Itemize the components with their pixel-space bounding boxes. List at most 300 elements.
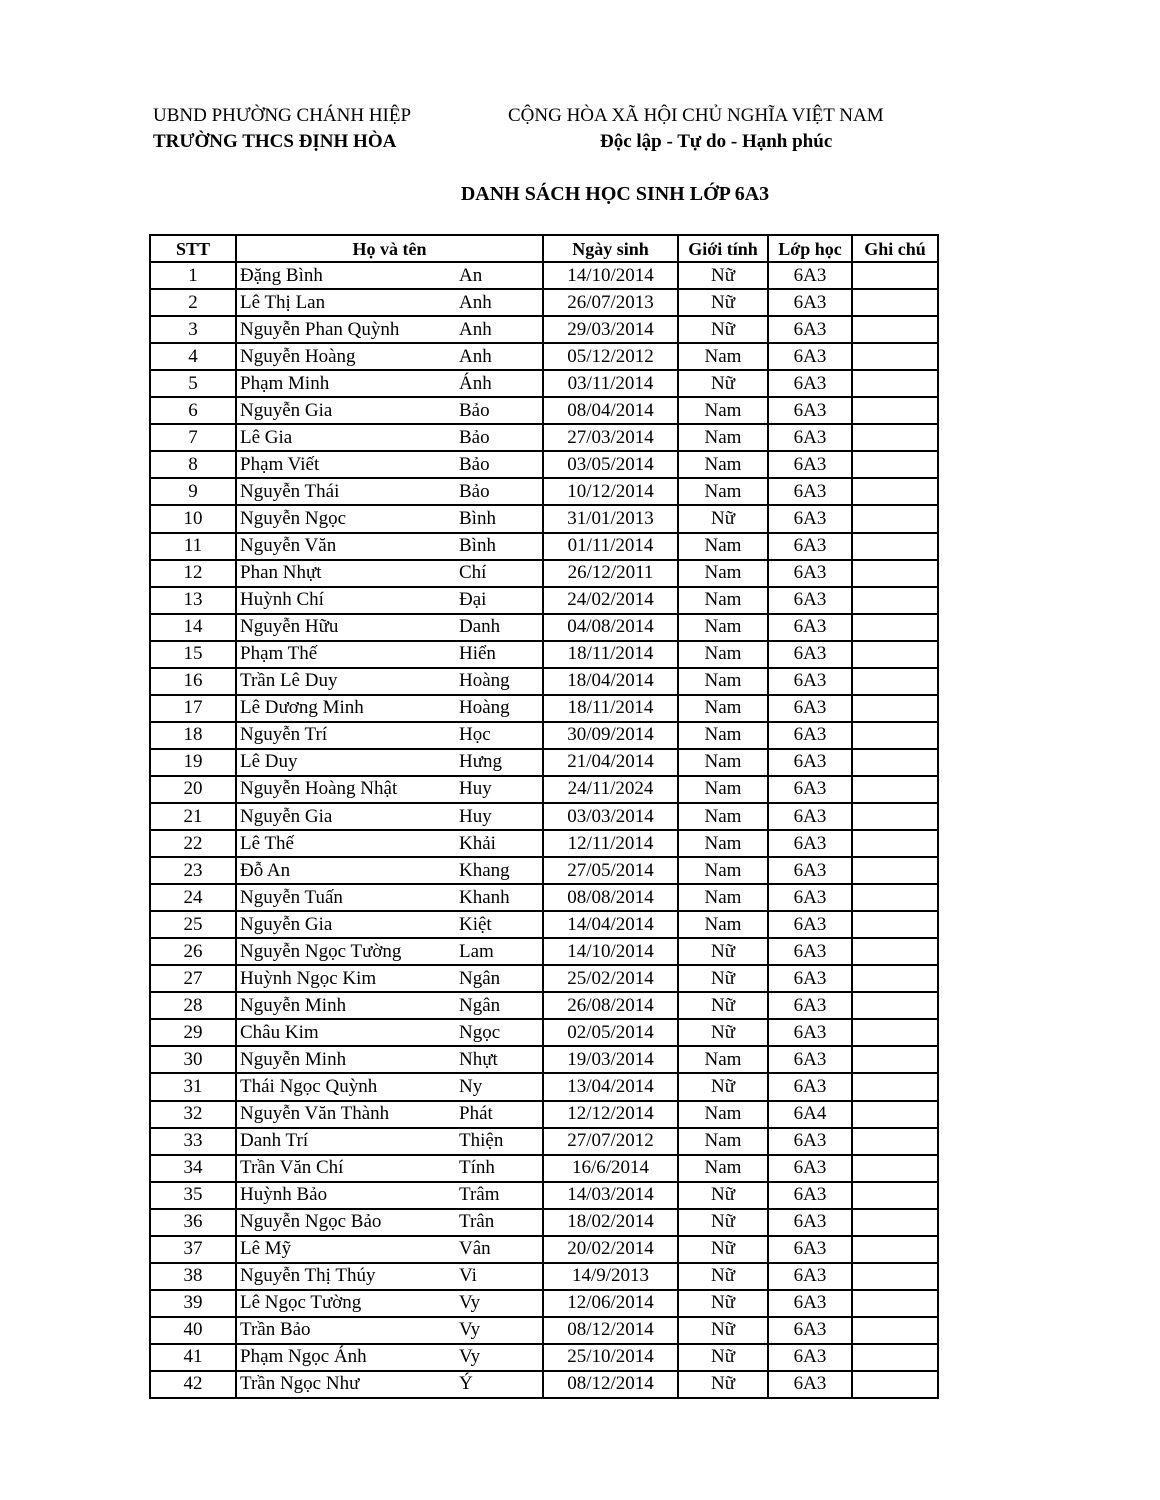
cell-dob: 10/12/2014 [543, 478, 678, 505]
cell-gender: Nữ [678, 370, 768, 397]
table-row [150, 695, 938, 722]
table-row [150, 1344, 938, 1371]
cell-dob: 21/04/2014 [543, 749, 678, 776]
table-row [150, 424, 938, 451]
school-name: TRƯỜNG THCS ĐỊNH HÒA [153, 131, 397, 152]
cell-class: 6A3 [768, 289, 852, 316]
cell-class: 6A3 [768, 857, 852, 884]
cell-note [852, 343, 938, 370]
cell-dob: 31/01/2013 [543, 505, 678, 532]
cell-dob: 13/04/2014 [543, 1073, 678, 1100]
cell-dob: 14/9/2013 [543, 1263, 678, 1290]
cell-note [852, 803, 938, 830]
table-row [150, 1317, 938, 1344]
cell-note [852, 1236, 938, 1263]
cell-last-middle-name: Nguyễn Gia [236, 911, 457, 938]
cell-stt: 37 [150, 1236, 236, 1263]
cell-first-name: Tính [457, 1155, 543, 1182]
cell-stt: 8 [150, 451, 236, 478]
student-table [149, 234, 939, 1399]
cell-dob: 24/02/2014 [543, 587, 678, 614]
cell-class: 6A3 [768, 695, 852, 722]
cell-gender: Nam [678, 343, 768, 370]
cell-stt: 27 [150, 965, 236, 992]
cell-first-name: Nhựt [457, 1046, 543, 1073]
cell-note [852, 911, 938, 938]
cell-dob: 12/12/2014 [543, 1101, 678, 1128]
cell-note [852, 1344, 938, 1371]
cell-first-name: Ny [457, 1073, 543, 1100]
cell-class: 6A3 [768, 1155, 852, 1182]
cell-first-name: Đại [457, 587, 543, 614]
cell-class: 6A3 [768, 1019, 852, 1046]
cell-gender: Nữ [678, 1019, 768, 1046]
cell-dob: 27/07/2012 [543, 1128, 678, 1155]
cell-note [852, 424, 938, 451]
cell-first-name: Vân [457, 1236, 543, 1263]
cell-class: 6A3 [768, 397, 852, 424]
cell-stt: 15 [150, 641, 236, 668]
cell-class: 6A3 [768, 343, 852, 370]
cell-last-middle-name: Nguyễn Trí [236, 722, 457, 749]
cell-class: 6A3 [768, 641, 852, 668]
cell-note [852, 1155, 938, 1182]
cell-dob: 08/08/2014 [543, 884, 678, 911]
cell-first-name: Khang [457, 857, 543, 884]
table-row [150, 289, 938, 316]
cell-class: 6A3 [768, 1073, 852, 1100]
table-row [150, 776, 938, 803]
cell-last-middle-name: Nguyễn Phan Quỳnh [236, 316, 457, 343]
table-row [150, 884, 938, 911]
cell-first-name: Anh [457, 343, 543, 370]
cell-gender: Nữ [678, 1371, 768, 1398]
cell-note [852, 857, 938, 884]
cell-note [852, 938, 938, 965]
cell-note [852, 1073, 938, 1100]
cell-note [852, 641, 938, 668]
cell-stt: 3 [150, 316, 236, 343]
cell-last-middle-name: Phạm Minh [236, 370, 457, 397]
cell-note [852, 1317, 938, 1344]
cell-first-name: Bảo [457, 397, 543, 424]
table-row [150, 478, 938, 505]
table-row [150, 1236, 938, 1263]
cell-class: 6A3 [768, 560, 852, 587]
cell-stt: 36 [150, 1209, 236, 1236]
cell-class: 6A3 [768, 938, 852, 965]
table-row [150, 316, 938, 343]
cell-stt: 42 [150, 1371, 236, 1398]
cell-stt: 39 [150, 1290, 236, 1317]
cell-note [852, 1019, 938, 1046]
table-row [150, 560, 938, 587]
cell-first-name: Trâm [457, 1182, 543, 1209]
cell-note [852, 965, 938, 992]
cell-last-middle-name: Châu Kim [236, 1019, 457, 1046]
table-row [150, 1019, 938, 1046]
cell-class: 6A3 [768, 749, 852, 776]
cell-first-name: Bảo [457, 478, 543, 505]
cell-class: 6A3 [768, 587, 852, 614]
cell-last-middle-name: Đặng Bình [236, 262, 457, 289]
cell-class: 6A3 [768, 1371, 852, 1398]
table-row [150, 1155, 938, 1182]
cell-first-name: Anh [457, 316, 543, 343]
cell-gender: Nam [678, 695, 768, 722]
cell-gender: Nam [678, 911, 768, 938]
cell-first-name: Huy [457, 803, 543, 830]
cell-last-middle-name: Nguyễn Hoàng [236, 343, 457, 370]
cell-gender: Nam [678, 614, 768, 641]
cell-class: 6A3 [768, 1182, 852, 1209]
cell-first-name: Kiệt [457, 911, 543, 938]
cell-gender: Nam [678, 722, 768, 749]
cell-gender: Nam [678, 478, 768, 505]
cell-last-middle-name: Phạm Ngọc Ánh [236, 1344, 457, 1371]
cell-gender: Nam [678, 587, 768, 614]
cell-gender: Nữ [678, 1344, 768, 1371]
table-row [150, 1209, 938, 1236]
cell-stt: 38 [150, 1263, 236, 1290]
cell-dob: 26/07/2013 [543, 289, 678, 316]
table-row [150, 938, 938, 965]
cell-gender: Nữ [678, 1073, 768, 1100]
table-row [150, 614, 938, 641]
cell-stt: 30 [150, 1046, 236, 1073]
cell-dob: 12/06/2014 [543, 1290, 678, 1317]
table-row [150, 992, 938, 1019]
table-row [150, 803, 938, 830]
cell-first-name: Hưng [457, 749, 543, 776]
cell-first-name: Khanh [457, 884, 543, 911]
cell-first-name: Bình [457, 505, 543, 532]
cell-gender: Nam [678, 1155, 768, 1182]
cell-class: 6A3 [768, 776, 852, 803]
cell-class: 6A3 [768, 1236, 852, 1263]
cell-note [852, 1371, 938, 1398]
cell-note [852, 749, 938, 776]
cell-dob: 03/11/2014 [543, 370, 678, 397]
cell-class: 6A3 [768, 424, 852, 451]
cell-dob: 24/11/2024 [543, 776, 678, 803]
cell-note [852, 1263, 938, 1290]
cell-stt: 28 [150, 992, 236, 1019]
cell-note [852, 397, 938, 424]
cell-last-middle-name: Lê Mỹ [236, 1236, 457, 1263]
cell-gender: Nam [678, 857, 768, 884]
cell-note [852, 1209, 938, 1236]
cell-class: 6A3 [768, 1046, 852, 1073]
cell-class: 6A3 [768, 505, 852, 532]
cell-stt: 19 [150, 749, 236, 776]
cell-last-middle-name: Lê Dương Minh [236, 695, 457, 722]
table-row [150, 965, 938, 992]
cell-stt: 35 [150, 1182, 236, 1209]
cell-dob: 14/10/2014 [543, 262, 678, 289]
cell-first-name: Ngọc [457, 1019, 543, 1046]
cell-note [852, 884, 938, 911]
table-row [150, 533, 938, 560]
cell-dob: 18/02/2014 [543, 1209, 678, 1236]
cell-stt: 23 [150, 857, 236, 884]
cell-last-middle-name: Nguyễn Thị Thúy [236, 1263, 457, 1290]
cell-dob: 27/03/2014 [543, 424, 678, 451]
cell-dob: 03/03/2014 [543, 803, 678, 830]
table-row [150, 830, 938, 857]
table-row [150, 668, 938, 695]
table-row [150, 722, 938, 749]
table-row [150, 1371, 938, 1398]
cell-dob: 01/11/2014 [543, 533, 678, 560]
cell-dob: 18/11/2014 [543, 641, 678, 668]
cell-gender: Nam [678, 668, 768, 695]
cell-stt: 6 [150, 397, 236, 424]
cell-stt: 7 [150, 424, 236, 451]
col-header-stt: STT [150, 235, 236, 262]
cell-dob: 25/10/2014 [543, 1344, 678, 1371]
cell-gender: Nam [678, 1128, 768, 1155]
cell-last-middle-name: Nguyễn Gia [236, 803, 457, 830]
cell-note [852, 1128, 938, 1155]
cell-last-middle-name: Phan Nhựt [236, 560, 457, 587]
table-row [150, 1128, 938, 1155]
cell-dob: 30/09/2014 [543, 722, 678, 749]
cell-stt: 1 [150, 262, 236, 289]
cell-gender: Nữ [678, 316, 768, 343]
table-row [150, 1073, 938, 1100]
col-header-dob: Ngày sinh [543, 235, 678, 262]
cell-note [852, 1046, 938, 1073]
cell-dob: 14/10/2014 [543, 938, 678, 965]
cell-note [852, 614, 938, 641]
cell-last-middle-name: Nguyễn Hữu [236, 614, 457, 641]
cell-class: 6A3 [768, 1263, 852, 1290]
table-row [150, 1263, 938, 1290]
cell-last-middle-name: Lê Thị Lan [236, 289, 457, 316]
cell-dob: 14/03/2014 [543, 1182, 678, 1209]
cell-last-middle-name: Nguyễn Ngọc [236, 505, 457, 532]
table-row [150, 1101, 938, 1128]
table-row [150, 641, 938, 668]
cell-first-name: Anh [457, 289, 543, 316]
cell-stt: 32 [150, 1101, 236, 1128]
cell-last-middle-name: Trần Lê Duy [236, 668, 457, 695]
cell-class: 6A3 [768, 668, 852, 695]
cell-class: 6A3 [768, 478, 852, 505]
cell-note [852, 370, 938, 397]
cell-last-middle-name: Lê Gia [236, 424, 457, 451]
table-row [150, 370, 938, 397]
cell-first-name: Vy [457, 1344, 543, 1371]
cell-first-name: Lam [457, 938, 543, 965]
cell-last-middle-name: Phạm Thế [236, 641, 457, 668]
cell-first-name: Học [457, 722, 543, 749]
cell-last-middle-name: Trần Văn Chí [236, 1155, 457, 1182]
cell-dob: 18/11/2014 [543, 695, 678, 722]
cell-last-middle-name: Nguyễn Ngọc Bảo [236, 1209, 457, 1236]
cell-note [852, 1290, 938, 1317]
cell-last-middle-name: Nguyễn Minh [236, 1046, 457, 1073]
table-row [150, 451, 938, 478]
table-row [150, 1046, 938, 1073]
cell-last-middle-name: Đỗ An [236, 857, 457, 884]
school-authority: UBND PHƯỜNG CHÁNH HIỆP [153, 105, 412, 126]
cell-first-name: Huy [457, 776, 543, 803]
cell-gender: Nam [678, 533, 768, 560]
cell-note [852, 478, 938, 505]
cell-note [852, 560, 938, 587]
cell-dob: 08/12/2014 [543, 1371, 678, 1398]
cell-stt: 18 [150, 722, 236, 749]
cell-first-name: Danh [457, 614, 543, 641]
cell-last-middle-name: Nguyễn Ngọc Tường [236, 938, 457, 965]
cell-gender: Nam [678, 641, 768, 668]
cell-stt: 40 [150, 1317, 236, 1344]
cell-gender: Nữ [678, 938, 768, 965]
col-header-class: Lớp học [768, 235, 852, 262]
cell-stt: 13 [150, 587, 236, 614]
cell-dob: 20/02/2014 [543, 1236, 678, 1263]
cell-class: 6A3 [768, 1317, 852, 1344]
cell-note [852, 533, 938, 560]
cell-stt: 21 [150, 803, 236, 830]
table-row [150, 505, 938, 532]
cell-class: 6A3 [768, 722, 852, 749]
cell-dob: 16/6/2014 [543, 1155, 678, 1182]
cell-last-middle-name: Nguyễn Văn [236, 533, 457, 560]
cell-dob: 19/03/2014 [543, 1046, 678, 1073]
cell-gender: Nam [678, 1101, 768, 1128]
cell-first-name: Phát [457, 1101, 543, 1128]
cell-stt: 5 [150, 370, 236, 397]
cell-gender: Nữ [678, 1290, 768, 1317]
cell-class: 6A3 [768, 316, 852, 343]
cell-last-middle-name: Thái Ngọc Quỳnh [236, 1073, 457, 1100]
cell-gender: Nữ [678, 1182, 768, 1209]
cell-stt: 20 [150, 776, 236, 803]
cell-stt: 29 [150, 1019, 236, 1046]
cell-gender: Nam [678, 884, 768, 911]
cell-first-name: An [457, 262, 543, 289]
cell-note [852, 451, 938, 478]
table-row [150, 1290, 938, 1317]
cell-class: 6A3 [768, 1344, 852, 1371]
cell-first-name: Bình [457, 533, 543, 560]
cell-gender: Nữ [678, 289, 768, 316]
cell-last-middle-name: Lê Ngọc Tường [236, 1290, 457, 1317]
cell-gender: Nữ [678, 1317, 768, 1344]
cell-first-name: Bảo [457, 451, 543, 478]
cell-class: 6A3 [768, 965, 852, 992]
table-row [150, 857, 938, 884]
cell-first-name: Ánh [457, 370, 543, 397]
cell-gender: Nữ [678, 1263, 768, 1290]
cell-note [852, 776, 938, 803]
national-motto: Độc lập - Tự do - Hạnh phúc [600, 131, 833, 152]
cell-gender: Nam [678, 830, 768, 857]
cell-gender: Nam [678, 451, 768, 478]
cell-stt: 41 [150, 1344, 236, 1371]
cell-last-middle-name: Trần Bảo [236, 1317, 457, 1344]
cell-class: 6A3 [768, 1128, 852, 1155]
cell-note [852, 587, 938, 614]
cell-gender: Nữ [678, 505, 768, 532]
cell-dob: 08/12/2014 [543, 1317, 678, 1344]
cell-gender: Nam [678, 749, 768, 776]
cell-dob: 04/08/2014 [543, 614, 678, 641]
cell-class: 6A3 [768, 992, 852, 1019]
cell-dob: 08/04/2014 [543, 397, 678, 424]
cell-first-name: Ý [457, 1371, 543, 1398]
cell-class: 6A3 [768, 262, 852, 289]
cell-dob: 18/04/2014 [543, 668, 678, 695]
cell-gender: Nữ [678, 992, 768, 1019]
cell-last-middle-name: Huỳnh Chí [236, 587, 457, 614]
col-header-name: Họ và tên [236, 235, 543, 262]
cell-class: 6A3 [768, 911, 852, 938]
cell-stt: 14 [150, 614, 236, 641]
cell-last-middle-name: Trần Ngọc Như [236, 1371, 457, 1398]
cell-stt: 33 [150, 1128, 236, 1155]
cell-stt: 9 [150, 478, 236, 505]
cell-stt: 17 [150, 695, 236, 722]
table-header-row [150, 235, 938, 262]
cell-first-name: Vy [457, 1317, 543, 1344]
cell-dob: 05/12/2012 [543, 343, 678, 370]
col-header-gender: Giới tính [678, 235, 768, 262]
cell-class: 6A3 [768, 370, 852, 397]
cell-dob: 26/08/2014 [543, 992, 678, 1019]
cell-first-name: Hoàng [457, 668, 543, 695]
cell-stt: 26 [150, 938, 236, 965]
cell-note [852, 992, 938, 1019]
cell-last-middle-name: Lê Thế [236, 830, 457, 857]
table-row [150, 397, 938, 424]
cell-stt: 2 [150, 289, 236, 316]
cell-class: 6A3 [768, 614, 852, 641]
cell-last-middle-name: Nguyễn Gia [236, 397, 457, 424]
cell-gender: Nữ [678, 262, 768, 289]
cell-last-middle-name: Huỳnh Ngọc Kim [236, 965, 457, 992]
cell-stt: 34 [150, 1155, 236, 1182]
cell-note [852, 316, 938, 343]
cell-last-middle-name: Nguyễn Tuấn [236, 884, 457, 911]
cell-note [852, 289, 938, 316]
cell-gender: Nam [678, 397, 768, 424]
cell-class: 6A3 [768, 1290, 852, 1317]
cell-last-middle-name: Nguyễn Hoàng Nhật [236, 776, 457, 803]
cell-gender: Nữ [678, 1209, 768, 1236]
table-row [150, 587, 938, 614]
cell-gender: Nam [678, 424, 768, 451]
cell-first-name: Thiện [457, 1128, 543, 1155]
cell-last-middle-name: Danh Trí [236, 1128, 457, 1155]
cell-note [852, 722, 938, 749]
table-row [150, 749, 938, 776]
cell-first-name: Chí [457, 560, 543, 587]
cell-first-name: Ngân [457, 965, 543, 992]
cell-stt: 16 [150, 668, 236, 695]
cell-class: 6A3 [768, 830, 852, 857]
cell-dob: 12/11/2014 [543, 830, 678, 857]
cell-note [852, 695, 938, 722]
cell-last-middle-name: Phạm Viết [236, 451, 457, 478]
cell-last-middle-name: Huỳnh Bảo [236, 1182, 457, 1209]
cell-class: 6A3 [768, 803, 852, 830]
cell-stt: 25 [150, 911, 236, 938]
cell-first-name: Trân [457, 1209, 543, 1236]
